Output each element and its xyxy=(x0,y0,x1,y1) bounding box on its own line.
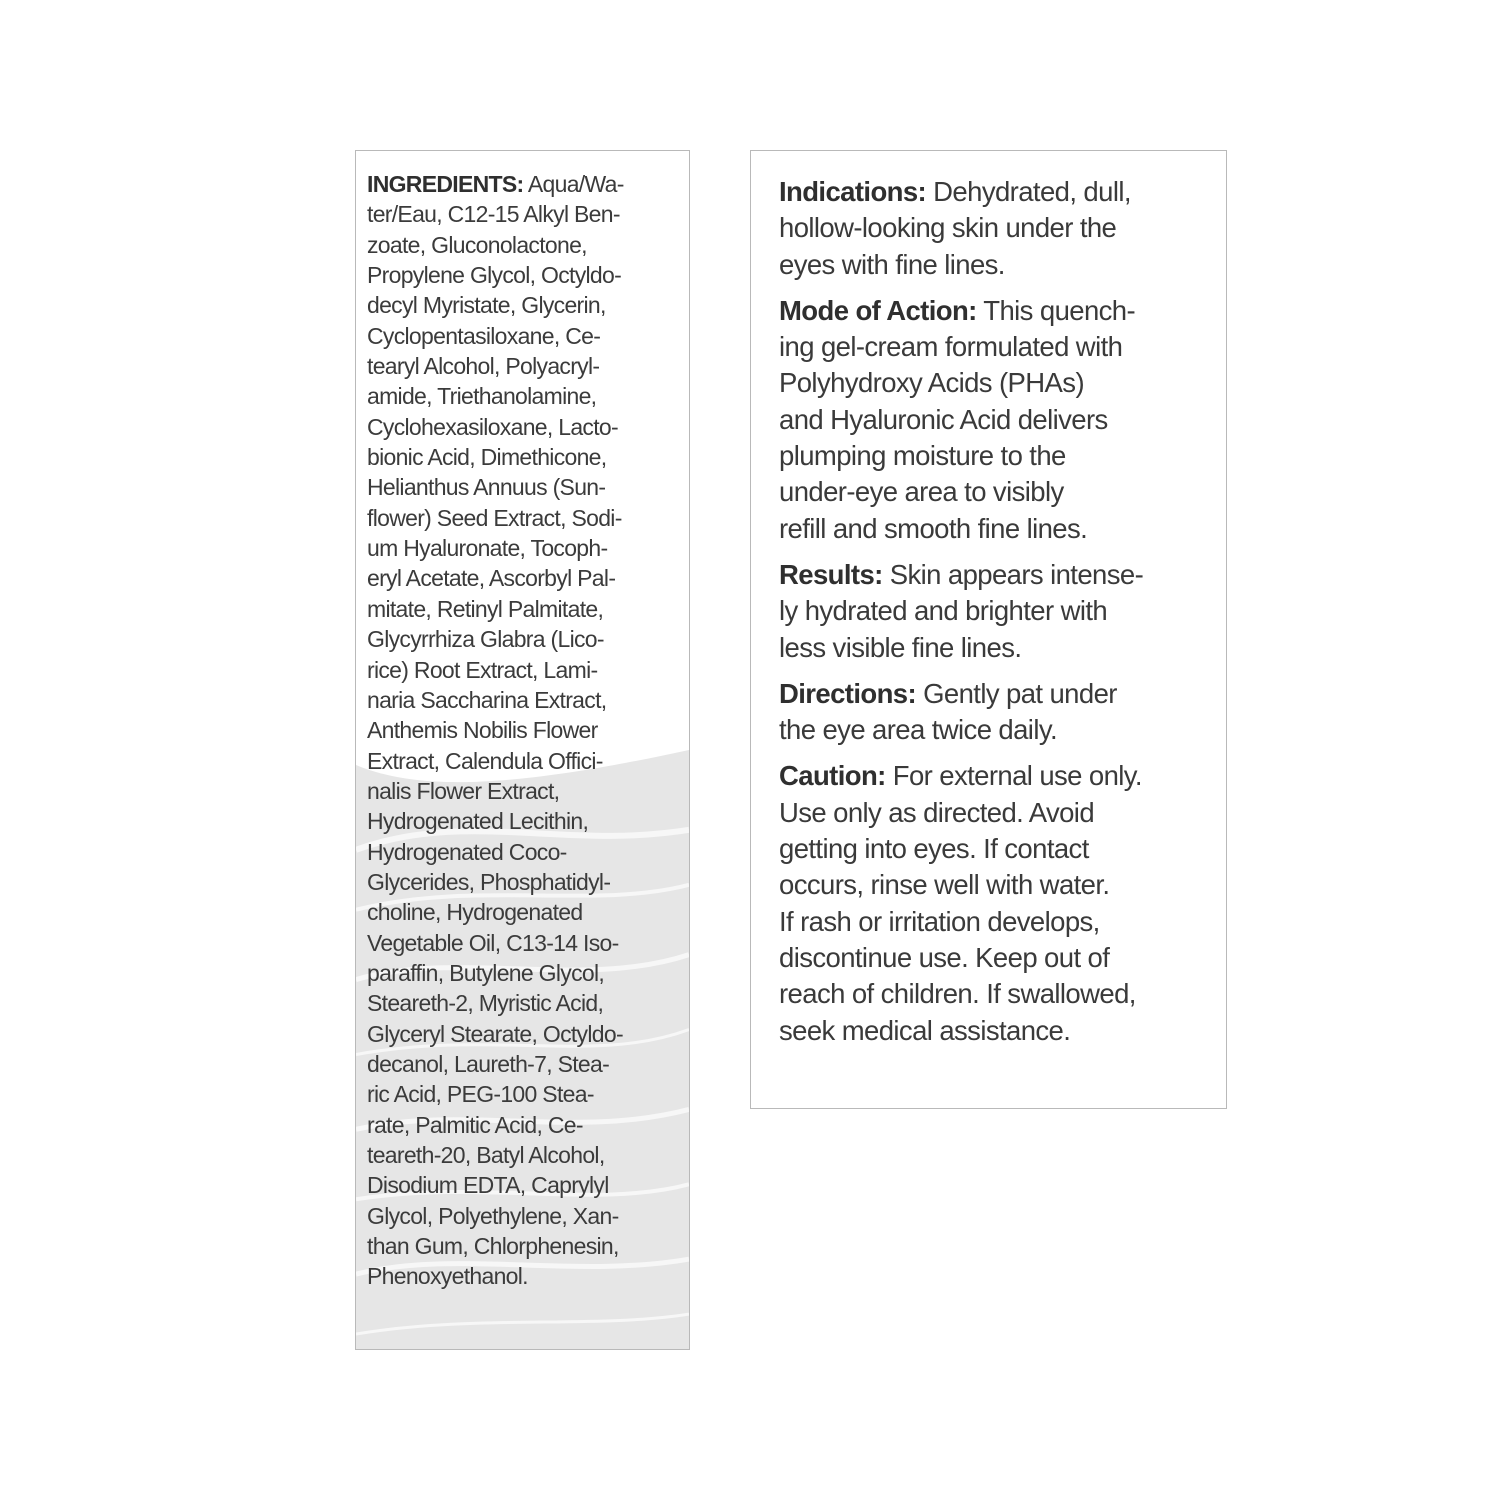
mode-of-action-line xyxy=(779,438,1224,474)
ingredients-line xyxy=(367,715,685,745)
ingredients-line xyxy=(367,624,685,654)
directions-line xyxy=(779,676,1224,712)
indications-line xyxy=(779,247,1224,283)
ingredients-panel xyxy=(355,150,690,1350)
caution-text: discontinue use. Keep out of xyxy=(779,941,1110,973)
mode-of-action-label: Mode of Action: xyxy=(779,294,977,326)
mode-of-action-text: refill and smooth fine lines. xyxy=(779,512,1088,544)
ingredients-line xyxy=(367,381,685,411)
ingredients-line xyxy=(367,1110,685,1140)
caution-section xyxy=(779,758,1224,1048)
ingredients-text: Cyclopentasiloxane, Ce- xyxy=(367,322,601,349)
ingredients-text: naria Saccharina Extract, xyxy=(367,686,607,713)
ingredients-text: zoate, Gluconolactone, xyxy=(367,231,587,258)
product-info-text xyxy=(779,174,1224,1059)
results-text: Skin appears intense- xyxy=(889,558,1144,590)
mode-of-action-text: ing gel-cream formulated with xyxy=(779,331,1123,363)
ingredients-text: Vegetable Oil, C13-14 Iso- xyxy=(367,929,619,956)
mode-of-action-text: Polyhydroxy Acids (PHAs) xyxy=(779,367,1085,399)
ingredients-line xyxy=(367,685,685,715)
ingredients-line xyxy=(367,958,685,988)
ingredients-text: mitate, Retinyl Palmitate, xyxy=(367,595,604,622)
ingredients-line xyxy=(367,230,685,260)
ingredients-text: ter/Eau, C12-15 Alkyl Ben- xyxy=(367,201,620,228)
ingredients-text: amide, Triethanolamine, xyxy=(367,383,597,410)
mode-of-action-text: and Hyaluronic Acid delivers xyxy=(779,403,1108,435)
ingredients-text: rice) Root Extract, Lami- xyxy=(367,656,598,683)
ingredients-text: tearyl Alcohol, Polyacryl- xyxy=(367,353,600,380)
ingredients-line xyxy=(367,1140,685,1170)
mode-of-action-line xyxy=(779,329,1224,365)
ingredients-line xyxy=(367,1201,685,1231)
ingredients-text: teareth-20, Batyl Alcohol, xyxy=(367,1142,605,1168)
ingredients-line xyxy=(367,897,685,927)
caution-line xyxy=(779,795,1224,831)
ingredients-text: Aqua/Wa- xyxy=(527,171,624,197)
caution-line xyxy=(779,867,1224,903)
caution-text: seek medical assistance. xyxy=(779,1014,1071,1046)
caution-text: Use only as directed. Avoid xyxy=(779,796,1095,828)
ingredients-line xyxy=(367,472,685,502)
ingredients-line xyxy=(367,169,685,199)
caution-text: getting into eyes. If contact xyxy=(779,833,1089,865)
ingredients-text: eryl Acetate, Ascorbyl Pal- xyxy=(367,565,616,592)
ingredients-text: Cyclohexasiloxane, Lacto- xyxy=(367,413,618,440)
product-info-panel xyxy=(750,150,1227,1109)
ingredients-line xyxy=(367,351,685,381)
indications-text: Dehydrated, dull, xyxy=(933,176,1131,207)
caution-line xyxy=(779,831,1224,867)
ingredients-text: nalis Flower Extract, xyxy=(367,777,560,804)
results-line xyxy=(779,557,1224,593)
ingredients-text: rate, Palmitic Acid, Ce- xyxy=(367,1111,583,1138)
ingredients-text: Anthemis Nobilis Flower xyxy=(367,717,598,744)
ingredients-list xyxy=(367,169,685,1292)
ingredients-label: INGREDIENTS: xyxy=(367,171,524,197)
ingredients-line xyxy=(367,1170,685,1200)
results-label: Results: xyxy=(779,558,883,590)
ingredients-line xyxy=(367,594,685,624)
mode-of-action-line xyxy=(779,474,1224,510)
indications-line xyxy=(779,174,1224,210)
ingredients-text: than Gum, Chlorphenesin, xyxy=(367,1233,619,1260)
ingredients-line xyxy=(367,988,685,1018)
ingredients-line xyxy=(367,776,685,806)
ingredients-text: decanol, Laureth-7, Stea- xyxy=(367,1050,610,1077)
caution-line xyxy=(779,976,1224,1012)
mode-of-action-line xyxy=(779,365,1224,401)
ingredients-text: Glycerides, Phosphatidyl- xyxy=(367,868,611,895)
caution-line xyxy=(779,758,1224,794)
mode-of-action-line xyxy=(779,402,1224,438)
ingredients-text: Phenoxyethanol. xyxy=(367,1263,528,1290)
directions-section xyxy=(779,676,1224,749)
ingredients-text: ric Acid, PEG-100 Stea- xyxy=(367,1081,594,1108)
ingredients-text: Extract, Calendula Offici- xyxy=(367,747,603,774)
mode-of-action-section xyxy=(779,293,1224,547)
directions-label: Directions: xyxy=(779,677,917,709)
mode-of-action-text: plumping moisture to the xyxy=(779,440,1066,472)
caution-text: For external use only. xyxy=(892,760,1142,792)
ingredients-text: Steareth-2, Myristic Acid, xyxy=(367,990,604,1017)
ingredients-text: Glycol, Polyethylene, Xan- xyxy=(367,1202,619,1229)
ingredients-line xyxy=(367,412,685,442)
caution-line xyxy=(779,904,1224,940)
ingredients-text: Helianthus Annuus (Sun- xyxy=(367,474,606,501)
directions-line xyxy=(779,712,1224,748)
ingredients-line xyxy=(367,1019,685,1049)
indications-text: eyes with fine lines. xyxy=(779,248,1005,280)
ingredients-line xyxy=(367,1261,685,1291)
ingredients-text: um Hyaluronate, Tocoph- xyxy=(367,535,608,562)
indications-line xyxy=(779,210,1224,246)
caution-text: If rash or irritation develops, xyxy=(779,905,1100,937)
ingredients-line xyxy=(367,655,685,685)
ingredients-line xyxy=(367,837,685,867)
results-section xyxy=(779,557,1224,666)
caution-line xyxy=(779,940,1224,976)
ingredients-line xyxy=(367,746,685,776)
caution-line xyxy=(779,1013,1224,1049)
ingredients-line xyxy=(367,290,685,320)
mode-of-action-text: under-eye area to visibly xyxy=(779,476,1064,508)
caution-text: reach of children. If swallowed, xyxy=(779,978,1136,1010)
ingredients-text: decyl Myristate, Glycerin, xyxy=(367,292,606,319)
ingredients-line xyxy=(367,806,685,836)
results-line xyxy=(779,593,1224,629)
caution-text: occurs, rinse well with water. xyxy=(779,869,1110,901)
ingredients-text: paraffin, Butylene Glycol, xyxy=(367,959,605,986)
ingredients-line xyxy=(367,503,685,533)
results-line xyxy=(779,630,1224,666)
results-text: less visible fine lines. xyxy=(779,631,1022,663)
ingredients-text: choline, Hydrogenated xyxy=(367,899,583,926)
mode-of-action-text: This quench- xyxy=(983,294,1136,326)
ingredients-line xyxy=(367,260,685,290)
directions-text: the eye area twice daily. xyxy=(779,714,1057,746)
ingredients-text: Propylene Glycol, Octyldo- xyxy=(367,262,622,289)
ingredients-text: Hydrogenated Coco- xyxy=(367,838,567,865)
ingredients-line xyxy=(367,199,685,229)
ingredients-line xyxy=(367,1231,685,1261)
mode-of-action-line xyxy=(779,293,1224,329)
ingredients-text: flower) Seed Extract, Sodi- xyxy=(367,504,622,531)
results-text: ly hydrated and brighter with xyxy=(779,595,1108,627)
ingredients-text: Disodium EDTA, Caprylyl xyxy=(367,1172,609,1199)
ingredients-line xyxy=(367,563,685,593)
ingredients-text: Glycyrrhiza Glabra (Lico- xyxy=(367,626,604,653)
indications-section xyxy=(779,174,1224,283)
ingredients-text: Glyceryl Stearate, Octyldo- xyxy=(367,1020,623,1047)
caution-label: Caution: xyxy=(779,760,886,792)
ingredients-line xyxy=(367,442,685,472)
indications-label: Indications: xyxy=(779,176,927,207)
ingredients-text: Hydrogenated Lecithin, xyxy=(367,808,589,835)
ingredients-line xyxy=(367,321,685,351)
ingredients-line xyxy=(367,1079,685,1109)
ingredients-line xyxy=(367,533,685,563)
directions-text: Gently pat under xyxy=(923,677,1117,709)
ingredients-line xyxy=(367,1049,685,1079)
ingredients-line xyxy=(367,928,685,958)
mode-of-action-line xyxy=(779,511,1224,547)
ingredients-line xyxy=(367,867,685,897)
indications-text: hollow-looking skin under the xyxy=(779,212,1117,244)
ingredients-text: bionic Acid, Dimethicone, xyxy=(367,444,607,471)
